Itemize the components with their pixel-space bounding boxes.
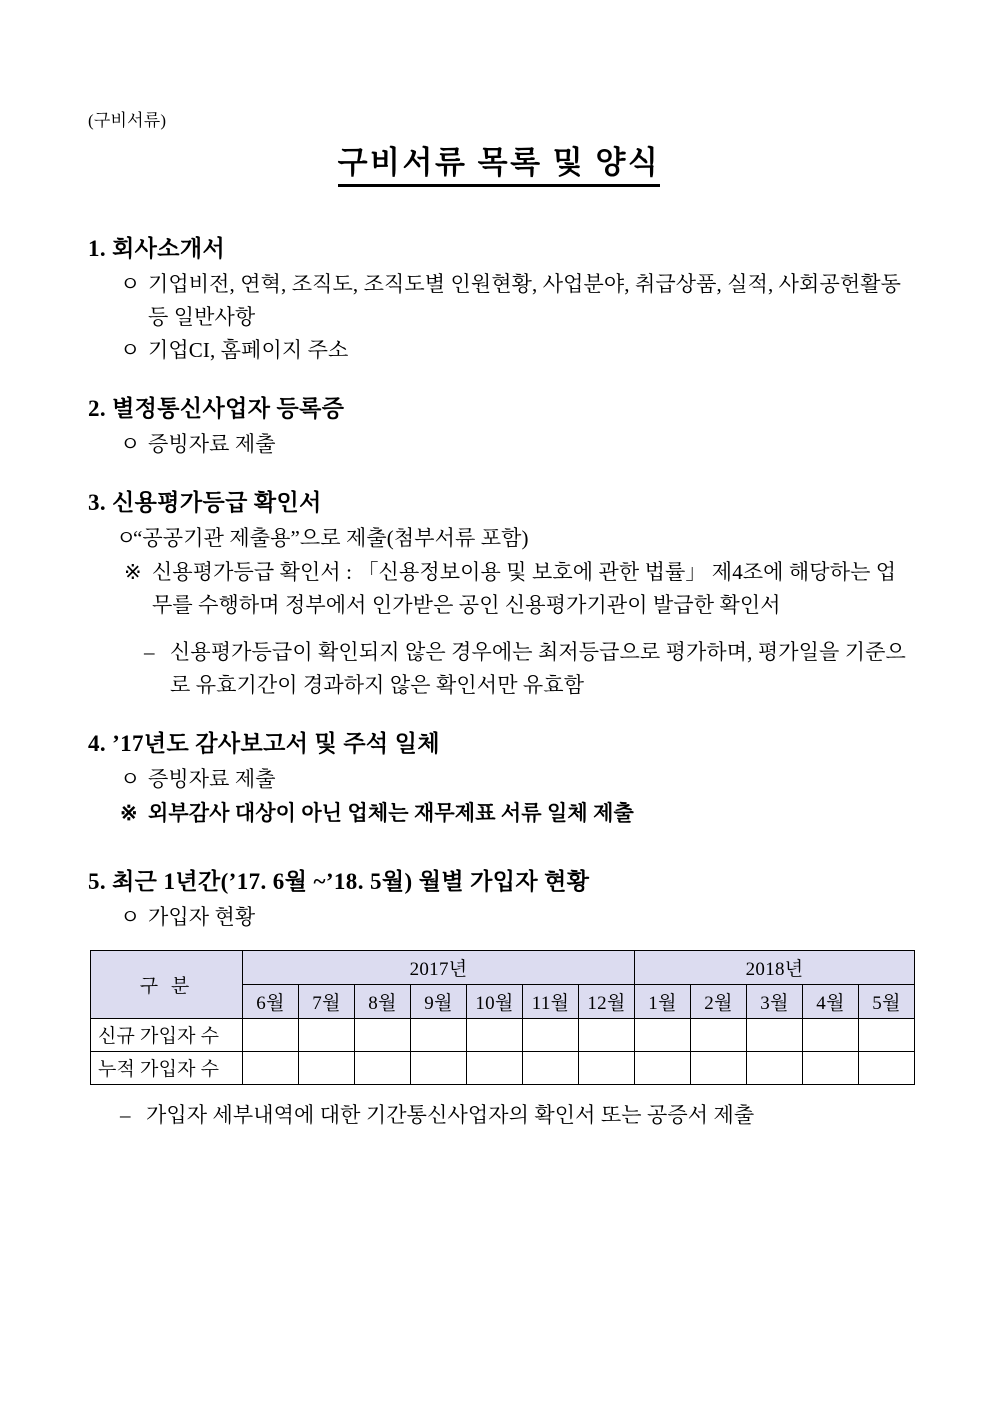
section-1-heading: [86, 233, 912, 264]
list-item: [86, 763, 912, 796]
section-5: [86, 866, 912, 1132]
table-cell[interactable]: [411, 1018, 467, 1051]
table-month-header: 10월: [467, 984, 523, 1018]
bullet-circle-icon: ㅇ: [120, 271, 141, 296]
section-1-body: [86, 268, 912, 368]
table-cell[interactable]: [691, 1018, 747, 1051]
table-cell[interactable]: [355, 1018, 411, 1051]
list-item: [86, 268, 912, 334]
list-item-text: 가입자 현황: [148, 904, 256, 929]
section-4-body: [86, 763, 912, 829]
table-month-header: 5월: [859, 984, 915, 1018]
table-cell[interactable]: [243, 1018, 299, 1051]
dash-bullet-icon: –: [144, 639, 155, 664]
section-1-number: 1.: [88, 235, 107, 261]
document-title-container: [86, 145, 912, 187]
dash-item: [86, 636, 912, 702]
section-2-heading: [86, 393, 912, 424]
table-row: [91, 1051, 915, 1084]
table-row-label: 신규 가입자 수: [91, 1018, 243, 1051]
table-cell[interactable]: [243, 1051, 299, 1084]
bullet-circle-icon: ㅇ: [120, 432, 141, 457]
section-3-heading: [86, 487, 912, 518]
table-footnote-text: 가입자 세부내역에 대한 기간통신사업자의 확인서 또는 공증서 제출: [146, 1102, 755, 1127]
table-month-header: 7월: [299, 984, 355, 1018]
table-month-header: 11월: [523, 984, 579, 1018]
list-item-text: 기업CI, 홈페이지 주소: [148, 338, 349, 363]
list-item: [86, 334, 912, 367]
table-cell[interactable]: [635, 1051, 691, 1084]
reference-mark-icon: ※: [120, 800, 138, 825]
table-cell[interactable]: [299, 1018, 355, 1051]
table-month-header: 6월: [243, 984, 299, 1018]
section-2: [86, 393, 912, 461]
table-year-group-2018: 2018년: [635, 950, 915, 984]
section-4-heading: [86, 728, 912, 759]
table-row: [91, 1018, 915, 1051]
table-cell[interactable]: [859, 1018, 915, 1051]
page-title: 구비서류 목록 및 양식: [338, 145, 661, 187]
list-item-text: “공공기관 제출용”으로 제출(첨부서류 포함): [133, 526, 529, 551]
table-cell[interactable]: [467, 1018, 523, 1051]
bullet-circle-icon: ㅇ: [116, 526, 137, 551]
section-4-number: 4.: [88, 731, 107, 757]
section-5-heading: [86, 866, 912, 897]
section-4-title: ’17년도 감사보고서 및 주석 일체: [112, 731, 440, 757]
table-cell[interactable]: [803, 1018, 859, 1051]
table-corner-label: 구 분: [91, 950, 243, 1018]
section-2-number: 2.: [88, 396, 107, 422]
table-month-header: 12월: [579, 984, 635, 1018]
table-month-header: 2월: [691, 984, 747, 1018]
note-item: [86, 797, 912, 830]
table-month-header: 3월: [747, 984, 803, 1018]
bullet-circle-icon: ㅇ: [120, 767, 141, 792]
table-cell[interactable]: [355, 1051, 411, 1084]
table-year-group-2017: 2017년: [243, 950, 635, 984]
table-month-header: 9월: [411, 984, 467, 1018]
list-item-text: 증빙자료 제출: [148, 432, 276, 457]
section-2-title: 별정통신사업자 등록증: [112, 396, 345, 422]
section-2-body: [86, 428, 912, 461]
section-5-body: [86, 901, 912, 934]
bullet-circle-icon: ㅇ: [120, 904, 141, 929]
section-1: [86, 233, 912, 368]
dash-item-text: 신용평가등급이 확인되지 않은 경우에는 최저등급으로 평가하며, 평가일을 기준으로 유효기간이 경과하지 않은 확인서만 유효함: [170, 639, 906, 698]
reference-mark-icon: ※: [124, 559, 142, 584]
note-text: 신용평가등급 확인서 : 「신용정보이용 및 보호에 관한 법률」 제4조에 해당하는 업무를 수행하며 정부에서 인가받은 공인 신용평가기관이 발급한 확인서: [152, 559, 897, 617]
table-body: [91, 1018, 915, 1084]
note-text: 외부감사 대상이 아닌 업체는 재무제표 서류 일체 제출: [148, 800, 634, 825]
table-month-header: 8월: [355, 984, 411, 1018]
table-month-header: 1월: [635, 984, 691, 1018]
spacer: [86, 369, 912, 393]
table-cell[interactable]: [523, 1051, 579, 1084]
list-item: [86, 522, 912, 555]
section-3-title: 신용평가등급 확인서: [112, 490, 322, 516]
table-cell[interactable]: [859, 1051, 915, 1084]
document-tag: (구비서류): [88, 111, 167, 130]
table-cell[interactable]: [691, 1051, 747, 1084]
dash-bullet-icon: –: [120, 1102, 131, 1127]
section-5-number: 5.: [88, 868, 107, 894]
table-cell[interactable]: [467, 1051, 523, 1084]
table-cell[interactable]: [579, 1051, 635, 1084]
spacer: [86, 463, 912, 487]
table-month-header: 4월: [803, 984, 859, 1018]
list-item-text: 증빙자료 제출: [148, 767, 276, 792]
table-cell[interactable]: [523, 1018, 579, 1051]
subscriber-table-container: [90, 950, 912, 1085]
list-item: [86, 428, 912, 461]
table-cell[interactable]: [747, 1018, 803, 1051]
table-header: [91, 950, 915, 1018]
table-cell[interactable]: [299, 1051, 355, 1084]
list-item: [86, 901, 912, 934]
spacer: [86, 622, 912, 636]
table-cell[interactable]: [579, 1018, 635, 1051]
subscriber-status-table: [90, 950, 915, 1085]
table-cell[interactable]: [411, 1051, 467, 1084]
note-item: [86, 556, 912, 622]
section-3: [86, 487, 912, 702]
spacer: [86, 832, 912, 866]
list-item-text: 기업비전, 연혁, 조직도, 조직도별 인원현황, 사업분야, 취급상품, 실적, 사회공헌활동 등 일반사항: [148, 271, 901, 329]
section-1-title: 회사소개서: [112, 235, 226, 261]
table-cell[interactable]: [803, 1051, 859, 1084]
table-cell[interactable]: [747, 1051, 803, 1084]
bullet-circle-icon: ㅇ: [120, 338, 141, 363]
table-footnote: [86, 1099, 912, 1132]
table-header-row-years: [91, 950, 915, 984]
table-row-label: 누적 가입자 수: [91, 1051, 243, 1084]
section-5-title: 최근 1년간(’17. 6월 ~’18. 5월) 월별 가입자 현황: [112, 868, 590, 894]
section-3-body: [86, 522, 912, 702]
section-4: [86, 728, 912, 829]
table-cell[interactable]: [635, 1018, 691, 1051]
section-3-number: 3.: [88, 490, 107, 516]
spacer: [86, 704, 912, 728]
